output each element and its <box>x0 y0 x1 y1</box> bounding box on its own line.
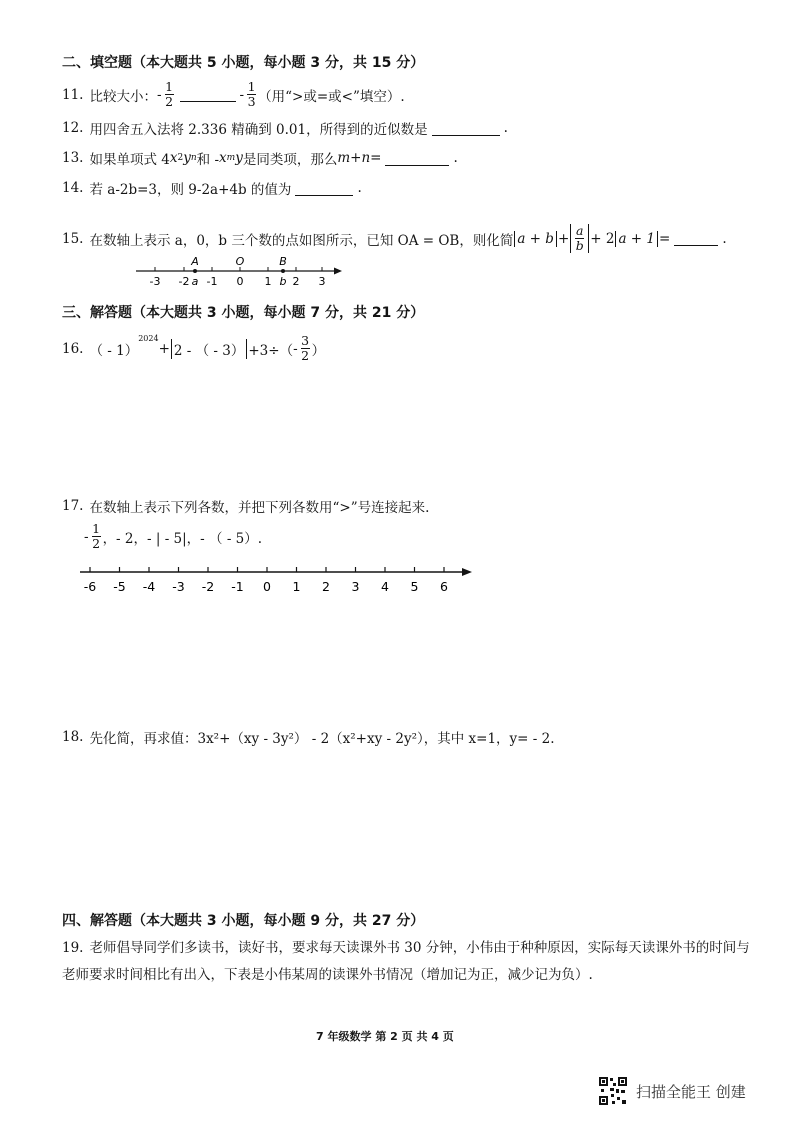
fraction <box>575 224 584 253</box>
tick-label: 2 <box>322 579 330 594</box>
numerator: 3 <box>301 333 310 348</box>
tick-label: -3 <box>172 579 185 594</box>
plus-sign: + <box>350 150 362 166</box>
tick-label: -2 <box>201 579 215 594</box>
tick-label: -4 <box>142 579 156 594</box>
question-number: 13. <box>62 150 84 166</box>
question-15 <box>62 224 727 253</box>
tick-label: -1 <box>231 579 244 594</box>
tick-label: 3 <box>318 275 326 288</box>
point-b <box>281 269 285 273</box>
plus-sign: + <box>158 340 170 357</box>
page-footer: 7 年级数学 第 2 页 共 4 页 <box>316 1030 454 1043</box>
question-text: 若 a-2b=3，则 9-2a+4b 的值为 <box>89 182 292 198</box>
arrow-head <box>462 568 472 576</box>
plus-sign: + <box>557 230 570 247</box>
question-number: 19. <box>62 940 84 956</box>
question-number: 12. <box>62 120 84 136</box>
label-A: A <box>191 255 199 268</box>
minus-sign: - <box>84 528 89 545</box>
question-text: 在数轴上表示 a，0，b 三个数的点如图所示，已知 OA = OB，则化简 <box>89 232 514 249</box>
question-number: 14. <box>62 180 84 196</box>
tick-label: -6 <box>83 579 97 594</box>
axis-ticks <box>84 567 448 594</box>
period: . <box>503 120 508 136</box>
exponent: 2 <box>177 153 184 163</box>
tick-label-b: b <box>279 275 287 288</box>
equals-sign: = <box>370 150 382 166</box>
answer-blank[interactable] <box>674 231 718 246</box>
absolute-value: 2 - （ - 3） <box>171 339 247 359</box>
question-hint: （用“>或=或<”填空）. <box>258 88 405 105</box>
numerator: a <box>576 223 584 238</box>
section-2-heading: 二、填空题（本大题共 5 小题，每小题 3 分，共 15 分） <box>62 55 425 71</box>
var-y: y <box>183 150 191 166</box>
question-18 <box>62 727 555 747</box>
var-x: x <box>219 150 227 166</box>
tick-label: -2 <box>178 275 190 288</box>
fraction <box>92 522 101 551</box>
question-16 <box>62 334 325 363</box>
question-text: 如果单项式 4 <box>89 152 170 168</box>
minus-sign: - <box>156 86 162 103</box>
expression: （ - 1） <box>89 342 139 359</box>
question-13 <box>62 148 458 168</box>
point-a <box>193 269 197 273</box>
question-12 <box>62 118 508 138</box>
label-O: O <box>235 255 245 268</box>
question-text: 老师倡导同学们多读书，读好书，要求每天读课外书 30 分钟，小伟由于种种原因，实际每天读课外书的时间与老师要求时间相比有出入，下表是小伟某周的读课外书情况（增加记为正，减少记为负）. <box>62 940 750 983</box>
fraction <box>247 80 256 109</box>
expression: ） <box>311 342 326 359</box>
answer-blank[interactable] <box>295 181 353 196</box>
tick-label: 0 <box>263 579 271 594</box>
tick-label: -1 <box>206 275 218 288</box>
plus-two: + 2 <box>590 230 615 247</box>
section-3-heading: 三、解答题（本大题共 3 小题，每小题 7 分，共 21 分） <box>62 305 425 321</box>
question-14 <box>62 178 362 198</box>
var-m: m <box>337 150 351 166</box>
numerator: 1 <box>165 79 174 94</box>
question-19 <box>62 935 754 989</box>
tick-label-a: a <box>191 275 199 288</box>
answer-blank[interactable] <box>432 121 500 136</box>
watermark-text: 扫描全能王 创建 <box>636 1082 746 1101</box>
qr-code-icon <box>598 1076 628 1106</box>
question-text: 比较大小： <box>89 88 157 105</box>
var-y: y <box>235 150 243 166</box>
var-x: x <box>169 150 178 166</box>
numerator: 1 <box>92 521 101 536</box>
question-text: 在数轴上表示下列各数，并把下列各数用“>”号连接起来. <box>89 500 430 516</box>
tick-label: 0 <box>236 275 244 288</box>
exponent: m <box>226 153 236 163</box>
question-17 <box>62 496 429 516</box>
tick-label: 2 <box>292 275 300 288</box>
period: . <box>453 150 458 166</box>
tick-label: 5 <box>410 579 419 594</box>
question-text: 是同类项，那么 <box>242 152 338 168</box>
denominator: 2 <box>92 536 101 551</box>
absolute-value: a + 1 <box>615 231 658 247</box>
question-text: 用四舍五入法将 2.336 精确到 0.01，所得到的近似数是 <box>89 122 428 138</box>
tick-label: 1 <box>264 275 272 288</box>
exponent: n <box>190 153 197 163</box>
answer-blank[interactable] <box>385 151 449 166</box>
numerator: 1 <box>247 79 256 94</box>
minus-sign: - <box>293 340 298 357</box>
answer-blank[interactable] <box>180 87 236 102</box>
tick-label: 1 <box>292 579 301 594</box>
denominator: 2 <box>301 348 310 363</box>
q15-number-line <box>128 252 358 292</box>
fraction <box>165 80 174 109</box>
question-number: 18. <box>62 729 84 745</box>
question-number: 15. <box>62 230 84 247</box>
question-text: 和 - <box>196 152 220 168</box>
minus-sign: - <box>239 86 245 103</box>
tick-label: 3 <box>351 579 360 594</box>
denominator: 2 <box>165 94 174 109</box>
question-number: 17. <box>62 498 84 514</box>
question-number: 11. <box>62 86 84 103</box>
number-list: ，- 2，- | - 5|，- （ - 5）. <box>102 530 263 547</box>
exponent: 2024 <box>138 334 159 343</box>
section-4-heading: 四、解答题（本大题共 3 小题，每小题 9 分，共 27 分） <box>62 913 425 929</box>
period: . <box>357 180 362 196</box>
question-number: 16. <box>62 340 84 357</box>
label-B: B <box>279 255 287 268</box>
denominator: 3 <box>247 94 256 109</box>
period: . <box>722 230 727 247</box>
var-n: n <box>361 150 371 166</box>
question-text: 先化简，再求值：3x²+（xy - 3y²） - 2（x²+xy - 2y²），其中 x=1，y= - 2. <box>89 731 555 747</box>
tick-label: -5 <box>113 579 126 594</box>
q17-number-line <box>78 562 478 596</box>
tick-label: -3 <box>149 275 161 288</box>
arrow-head <box>334 268 342 275</box>
tick-label: 6 <box>440 579 448 594</box>
fraction <box>301 334 310 363</box>
question-17-numbers <box>84 522 262 551</box>
absolute-value <box>570 224 589 253</box>
denominator: b <box>575 238 584 253</box>
question-11 <box>62 80 405 109</box>
expression: +3÷（ <box>248 342 294 359</box>
equals-sign: = <box>659 230 671 247</box>
scanner-watermark <box>598 1076 746 1106</box>
tick-label: 4 <box>381 579 389 594</box>
absolute-value: a + b <box>514 231 557 247</box>
